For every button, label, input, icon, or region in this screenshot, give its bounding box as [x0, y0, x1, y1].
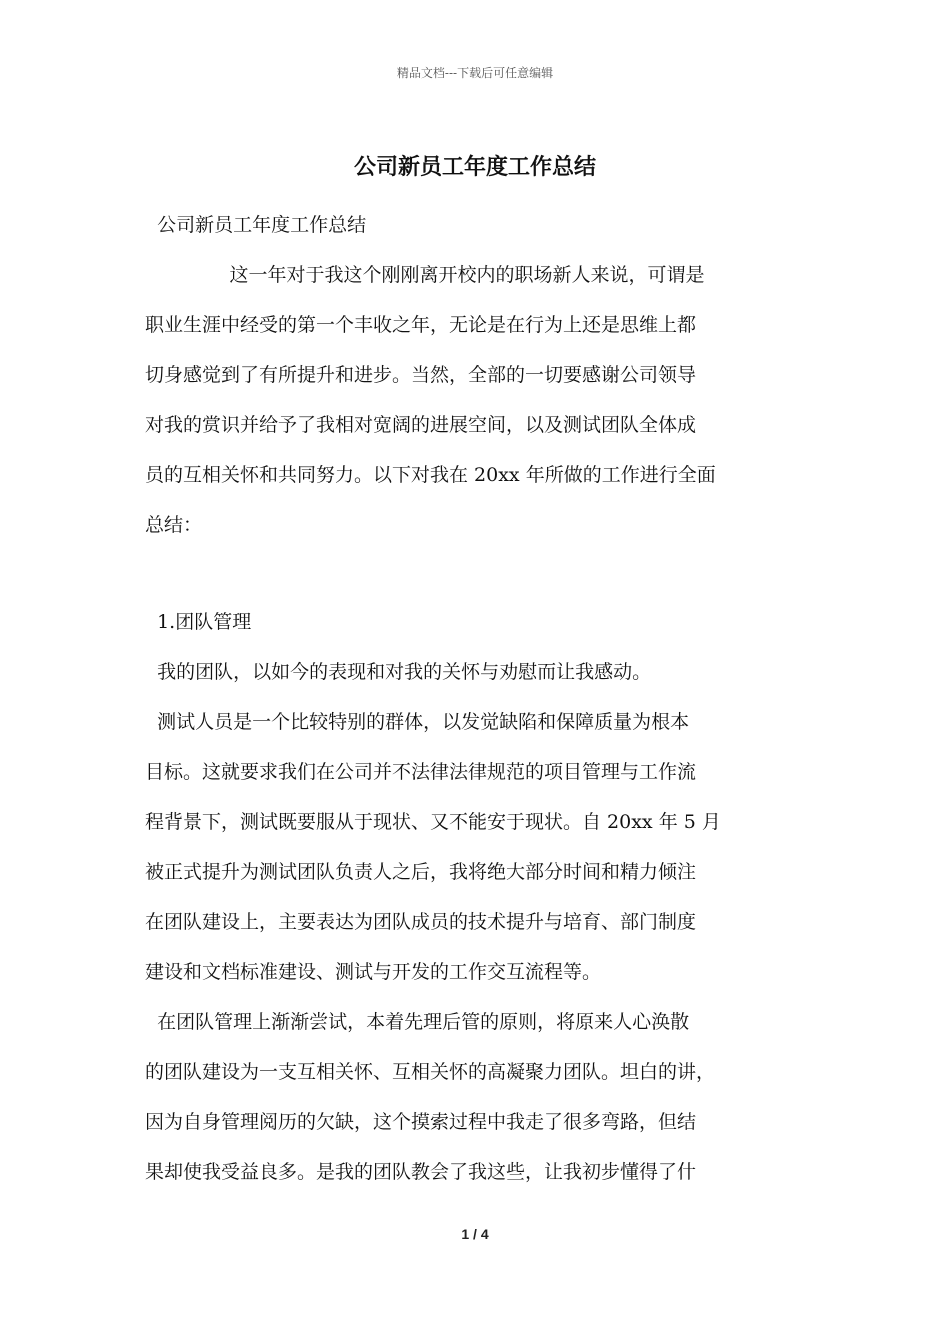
body-section-team-management — [145, 597, 825, 1197]
page-number: 1 / 4 — [461, 1226, 489, 1242]
text-line: 在团队建设上，主要表达为团队成员的技术提升与培育、部门制度 — [145, 911, 697, 933]
text-line: 对我的赏识并给予了我相对宽阔的进展空间，以及测试团队全体成 — [145, 414, 697, 436]
text-line: 测试人员是一个比较特别的群体，以发觉缺陷和保障质量为根本 — [145, 711, 690, 733]
text-line: 的团队建设为一支互相关怀、互相关怀的高凝聚力团队。坦白的讲， — [145, 1061, 716, 1083]
text-line: 切身感觉到了有所提升和进步。当然，全部的一切要感谢公司领导 — [145, 364, 697, 386]
text-line: 这一年对于我这个刚刚离开校内的职场新人来说，可谓是 — [145, 264, 705, 286]
document-title: 公司新员工年度工作总结 — [353, 154, 596, 180]
text-line: 职业生涯中经受的第一个丰收之年，无论是在行为上还是思维上都 — [145, 314, 697, 336]
text-line: 果却使我受益良多。是我的团队教会了我这些，让我初步懂得了什 — [145, 1161, 697, 1183]
text-line: 建设和文档标准建设、测试与开发的工作交互流程等。 — [145, 961, 602, 983]
body-section-intro — [145, 200, 825, 550]
text-line: 公司新员工年度工作总结 — [145, 214, 367, 236]
text-line: 因为自身管理阅历的欠缺，这个摸索过程中我走了很多弯路，但结 — [145, 1111, 697, 1133]
text-line: 被正式提升为测试团队负责人之后，我将绝大部分时间和精力倾注 — [145, 861, 697, 883]
text-line: 总结： — [145, 514, 203, 536]
text-line: 我的团队，以如今的表现和对我的关怀与劝慰而让我感动。 — [145, 661, 652, 683]
text-line: 在团队管理上渐渐尝试，本着先理后管的原则，将原来人心涣散 — [145, 1011, 690, 1033]
text-line: 员的互相关怀和共同努力。以下对我在 20xx 年所做的工作进行全面 — [145, 464, 716, 486]
header-note: 精品文档---下载后可任意编辑 — [396, 66, 554, 80]
text-line: 目标。这就要求我们在公司并不法律法律规范的项目管理与工作流 — [145, 761, 697, 783]
text-line: 程背景下，测试既要服从于现状、又不能安于现状。自 20xx 年 5 月 — [145, 811, 721, 833]
section-heading: 1.团队管理 — [145, 611, 252, 633]
